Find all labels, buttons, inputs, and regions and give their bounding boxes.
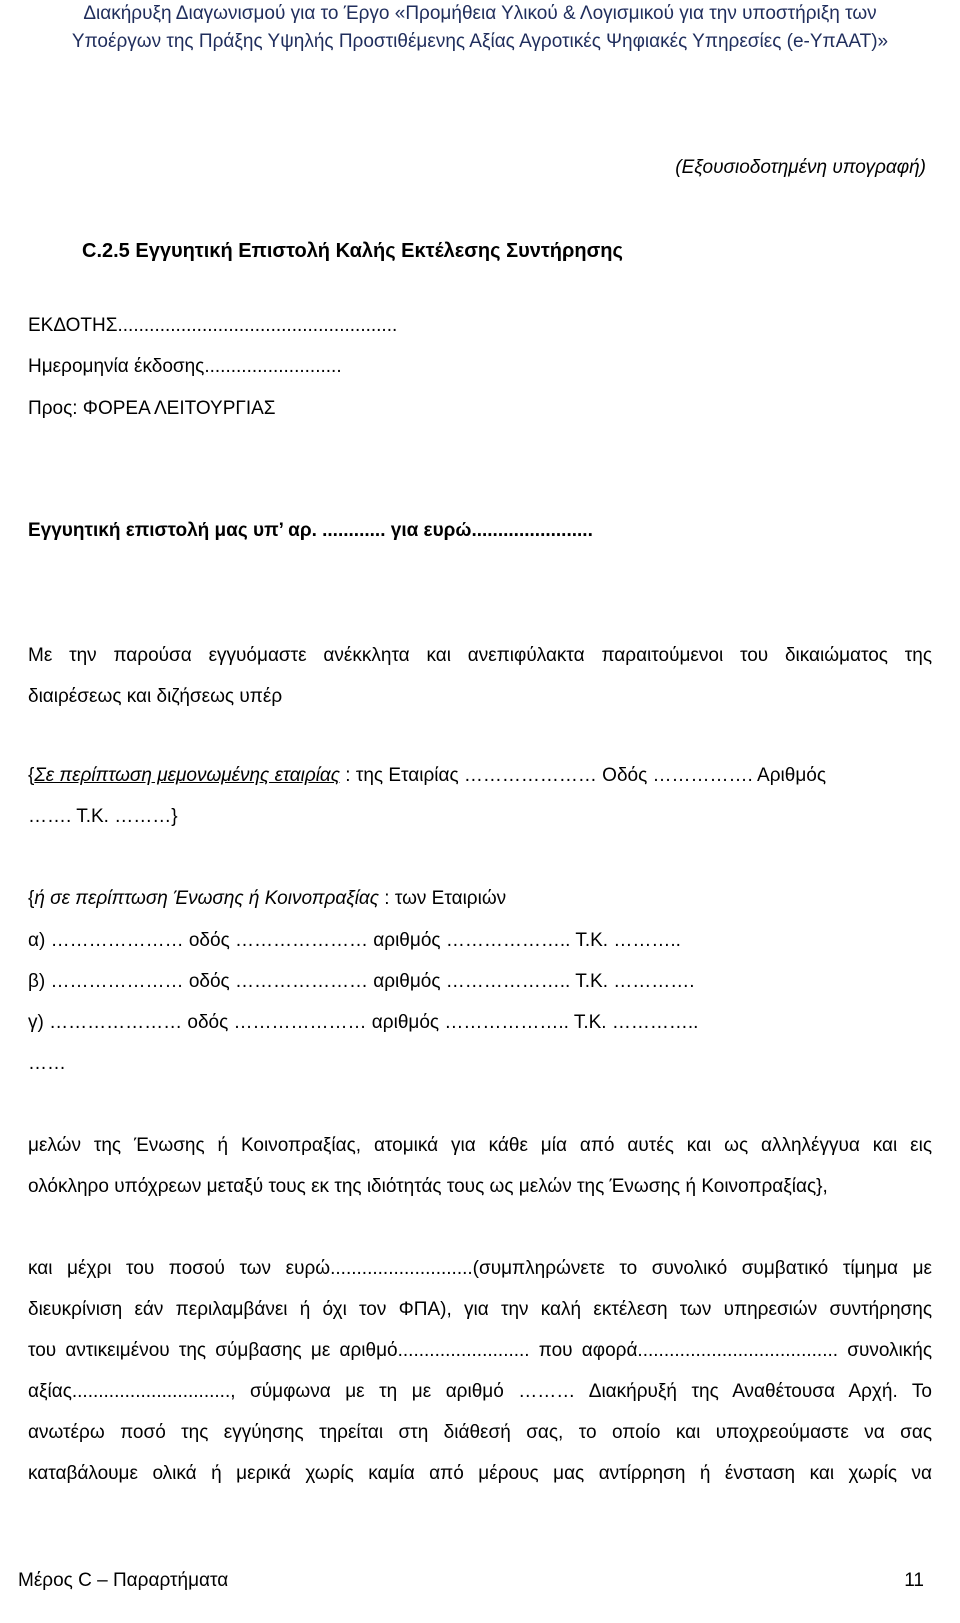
single-company-case-label: Σε περίπτωση μεμονωμένης εταιρίας [34, 765, 340, 786]
single-company-line-2: ……. Τ.Κ. ………} [28, 806, 178, 827]
header-line-2: Υποέργων της Πράξης Υψηλής Προστιθέμενης Αξίας Αγροτικές Ψηφιακές Υπηρεσίες (e-ΥπΑΑΤ)» [71, 31, 889, 52]
members-paragraph-line-2: ολόκληρο υπόχρεων μεταξύ τους εκ της ιδιότητάς τους ως μελών της Ένωσης ή Κοινοπραξίας}, [28, 1176, 828, 1197]
page-header [0, 0, 960, 56]
amount-paragraph-line-6: καταβάλουμε ολικά ή μερικά χωρίς καμία από μέρους μας αντίρρηση ή ένσταση και χωρίς να [28, 1463, 932, 1484]
issue-date-line: Ημερομηνία έκδοσης.......................... [28, 356, 342, 377]
intro-line-2: διαιρέσεως και διζήσεως υπέρ [28, 686, 283, 707]
intro-line-1: Με την παρούσα εγγυόμαστε ανέκκλητα και ανεπιφύλακτα παραιτούμενοι του δικαιώματος της [28, 645, 932, 666]
consortium-details: : των Εταιριών [379, 888, 507, 909]
section-title: C.2.5 Εγγυητική Επιστολή Καλής Εκτέλεσης Συντήρησης [82, 240, 623, 262]
header-line-1: Διακήρυξη Διαγωνισμού για το Έργο «Προμήθεια Υλικού & Λογισμικού για την υποστήριξη των [83, 3, 877, 24]
consortium-member-c: γ) ………………… οδός ………………… αριθμός ……………….. Τ.Κ. ………….. [28, 1012, 699, 1033]
authorized-signature-label: (Εξουσιοδοτημένη υπογραφή) [675, 157, 926, 178]
brace-open: { [28, 888, 35, 909]
consortium-line [28, 888, 506, 910]
amount-paragraph-line-4: αξίας.............................., σύμφωνα με τη με αριθμό ……… Διακήρυξή της Αναθέτουσα Αρχή. Το [28, 1381, 932, 1402]
consortium-more-members: …… [28, 1053, 66, 1074]
consortium-case-label: ή σε περίπτωση Ένωσης ή Κοινοπραξίας [34, 888, 379, 909]
issuer-line: ΕΚΔΟΤΗΣ..................................................... [28, 315, 398, 336]
consortium-member-b: β) ………………… οδός ………………… αριθμός ……………….. Τ.Κ. …………. [28, 971, 695, 992]
single-company-line-1 [28, 765, 826, 787]
amount-paragraph-line-3: του αντικειμένου της σύμβασης με αριθμό......................... που αφορά...................................... συνολικής [28, 1340, 932, 1361]
single-company-details: : της Εταιρίας ………………… Οδός ……………. Αριθμός [340, 765, 826, 786]
consortium-member-a: α) ………………… οδός ………………… αριθμός ……………….. Τ.Κ. ……….. [28, 930, 681, 951]
footer-page-number: 11 [904, 1570, 924, 1591]
amount-paragraph-line-2: διευκρίνιση εάν περιλαμβάνει ή όχι τον ΦΠΑ), για την καλή εκτέλεση των υπηρεσιών συντήρησης [28, 1299, 932, 1320]
brace-open: { [28, 765, 35, 786]
guarantee-reference-line: Εγγυητική επιστολή μας υπ’ αρ. ............ για ευρώ....................... [28, 520, 593, 541]
amount-paragraph-line-5: ανωτέρω ποσό της εγγύησης τηρείται στη διάθεσή σας, το οποίο και υποχρεούμαστε να σας [28, 1422, 932, 1443]
footer-section-label: Μέρος C – Παραρτήματα [18, 1570, 229, 1591]
recipient-line: Προς: ΦΟΡΕΑ ΛΕΙΤΟΥΡΓΙΑΣ [28, 398, 276, 419]
members-paragraph-line-1: μελών της Ένωσης ή Κοινοπραξίας, ατομικά για κάθε μία από αυτές και ως αλληλέγγυα και εις [28, 1135, 932, 1156]
amount-paragraph-line-1: και μέχρι του ποσού των ευρώ...........................(συμπληρώνετε το συνολικό συμβατικό τίμημα με [28, 1258, 932, 1279]
